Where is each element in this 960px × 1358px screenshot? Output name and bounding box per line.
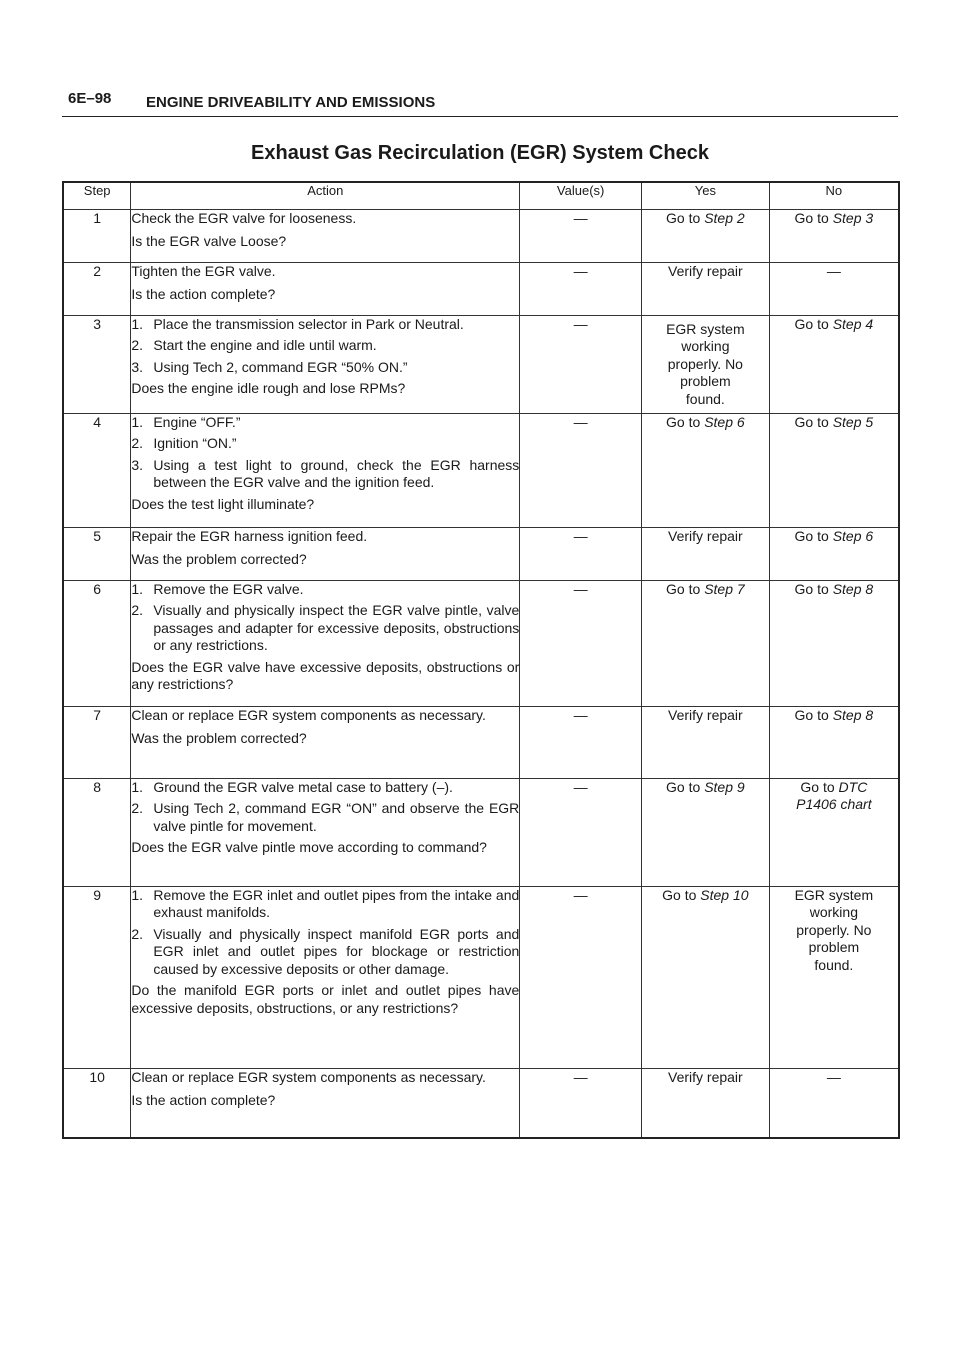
no-cell: Go to Step 8	[769, 706, 899, 778]
no-cell: —	[769, 262, 899, 315]
yes-link[interactable]: Step 10	[700, 886, 749, 903]
list-item: 3. Using a test light to ground, check the EGR harness between the EGR valve and the ignition feed.	[131, 456, 520, 490]
list-item: 1. Place the transmission selector in Park or Neutral.	[131, 315, 464, 332]
no-link[interactable]: Step 8	[832, 580, 874, 597]
table-header	[63, 182, 899, 209]
action-question: Was the problem corrected?	[131, 551, 307, 567]
table-row	[63, 209, 899, 262]
yes-link[interactable]: Step 9	[704, 778, 745, 795]
action-intro: Repair the EGR harness ignition feed.	[131, 527, 368, 544]
yes-cell: Verify repair	[642, 706, 770, 778]
no-link[interactable]: Step 4	[832, 315, 874, 332]
action-question: Do the manifold EGR ports or inlet and outlet pipes have excessive deposits, obstructions, or any restrictions?	[131, 982, 520, 1016]
table-row	[63, 1068, 899, 1138]
yes-cell: Verify repair	[642, 262, 770, 315]
value-cell: —	[520, 1068, 642, 1138]
step-number: 3	[63, 315, 131, 413]
list-item: 2. Visually and physically inspect manifold EGR ports and EGR inlet and outlet pipes for blockage or restriction caused by excessive deposits or other damage.	[131, 925, 520, 977]
col-step: Step	[63, 182, 131, 209]
yes-cell: Go to Step 9	[642, 778, 770, 886]
yes-cell: EGR system working properly. No problem found.	[642, 315, 770, 413]
action-question: Does the test light illuminate?	[131, 495, 315, 512]
no-link[interactable]: Step 8	[832, 706, 874, 723]
step-number: 9	[63, 886, 131, 1068]
action-cell	[131, 778, 520, 886]
list-item: 1. Ground the EGR valve metal case to battery (–).	[131, 778, 453, 795]
yes-link[interactable]: Step 7	[704, 580, 745, 597]
action-cell	[131, 580, 520, 706]
action-intro: Tighten the EGR valve.	[131, 262, 276, 279]
list-item: 3. Using Tech 2, command EGR “50% ON.”	[131, 358, 408, 375]
col-no: No	[769, 182, 899, 209]
no-cell: Go to Step 4	[769, 315, 899, 413]
table-row	[63, 262, 899, 315]
value-cell: —	[520, 262, 642, 315]
no-link[interactable]: Step 3	[832, 209, 874, 226]
table-row	[63, 706, 899, 778]
value-cell: —	[520, 580, 642, 706]
no-link[interactable]: Step 6	[832, 527, 874, 544]
col-yes: Yes	[642, 182, 770, 209]
no-link[interactable]: Step 5	[832, 413, 874, 430]
step-number: 7	[63, 706, 131, 778]
no-link[interactable]: DTC	[838, 778, 868, 795]
yes-cell: Go to Step 2	[642, 209, 770, 262]
list-item: 2. Visually and physically inspect the EGR valve pintle, valve passages and adapter for excessive deposits, obstructions or any restrictions.	[131, 602, 520, 653]
section-title: ENGINE DRIVEABILITY AND EMISSIONS	[146, 94, 436, 111]
step-number: 1	[63, 209, 131, 262]
step-number: 2	[63, 262, 131, 315]
page-number: 6E–98	[68, 90, 112, 107]
step-number: 5	[63, 527, 131, 580]
list-item: 1. Remove the EGR valve.	[131, 580, 304, 597]
value-cell: —	[520, 527, 642, 580]
yes-link[interactable]: Step 6	[704, 413, 745, 430]
value-cell: —	[520, 209, 642, 262]
list-item: 2. Ignition “ON.”	[131, 435, 237, 451]
table-row	[63, 315, 899, 413]
action-intro: Clean or replace EGR system components as necessary.	[131, 1068, 486, 1085]
list-item: 1. Remove the EGR inlet and outlet pipes from the intake and exhaust manifolds.	[131, 886, 520, 920]
list-item: 2. Start the engine and idle until warm.	[131, 337, 377, 353]
step-number: 4	[63, 413, 131, 527]
list-item: 1. Engine “OFF.”	[131, 413, 241, 430]
action-intro: Check the EGR valve for looseness.	[131, 209, 357, 226]
no-cell: Go to DTC P1406 chart	[769, 778, 899, 886]
action-question: Was the problem corrected?	[131, 730, 307, 746]
page-title: Exhaust Gas Recirculation (EGR) System Check	[251, 142, 709, 164]
table-row	[63, 527, 899, 580]
yes-cell: Go to Step 10	[642, 886, 770, 1068]
value-cell: —	[520, 886, 642, 1068]
action-question: Does the EGR valve have excessive deposits, obstructions or any restrictions?	[131, 658, 520, 692]
action-cell	[131, 527, 520, 580]
value-cell: —	[520, 706, 642, 778]
diagnostic-table	[62, 181, 900, 1139]
action-cell	[131, 413, 520, 527]
action-cell	[131, 1068, 520, 1138]
action-question: Is the EGR valve Loose?	[131, 233, 287, 249]
action-cell	[131, 886, 520, 1068]
step-number: 8	[63, 778, 131, 886]
no-cell: —	[769, 1068, 899, 1138]
step-number: 6	[63, 580, 131, 706]
table-row	[63, 886, 899, 1068]
yes-cell: Go to Step 6	[642, 413, 770, 527]
header-rule	[62, 116, 898, 117]
col-values: Value(s)	[520, 182, 642, 209]
yes-cell: Verify repair	[642, 527, 770, 580]
yes-cell: Go to Step 7	[642, 580, 770, 706]
no-cell: EGR system working properly. No problem found.	[769, 886, 899, 1068]
no-cell: Go to Step 6	[769, 527, 899, 580]
action-cell	[131, 706, 520, 778]
value-cell: —	[520, 315, 642, 413]
list-item: 2. Using Tech 2, command EGR “ON” and observe the EGR valve pintle for movement.	[131, 800, 520, 834]
no-cell: Go to Step 3	[769, 209, 899, 262]
no-cell: Go to Step 8	[769, 580, 899, 706]
action-intro: Clean or replace EGR system components as necessary.	[131, 706, 486, 723]
table-row	[63, 413, 899, 527]
page-header	[62, 88, 898, 118]
table-row	[63, 778, 899, 886]
action-cell	[131, 315, 520, 413]
action-question: Is the action complete?	[131, 1092, 276, 1108]
col-action: Action	[131, 182, 520, 209]
action-question: Does the EGR valve pintle move according to command?	[131, 839, 487, 855]
action-question: Does the engine idle rough and lose RPMs?	[131, 380, 406, 396]
yes-cell: Verify repair	[642, 1068, 770, 1138]
table-row	[63, 580, 899, 706]
value-cell: —	[520, 413, 642, 527]
action-cell	[131, 262, 520, 315]
action-question: Is the action complete?	[131, 286, 276, 302]
value-cell: —	[520, 778, 642, 886]
action-cell	[131, 209, 520, 262]
yes-link[interactable]: Step 2	[704, 209, 745, 226]
no-cell: Go to Step 5	[769, 413, 899, 527]
step-number: 10	[63, 1068, 131, 1138]
